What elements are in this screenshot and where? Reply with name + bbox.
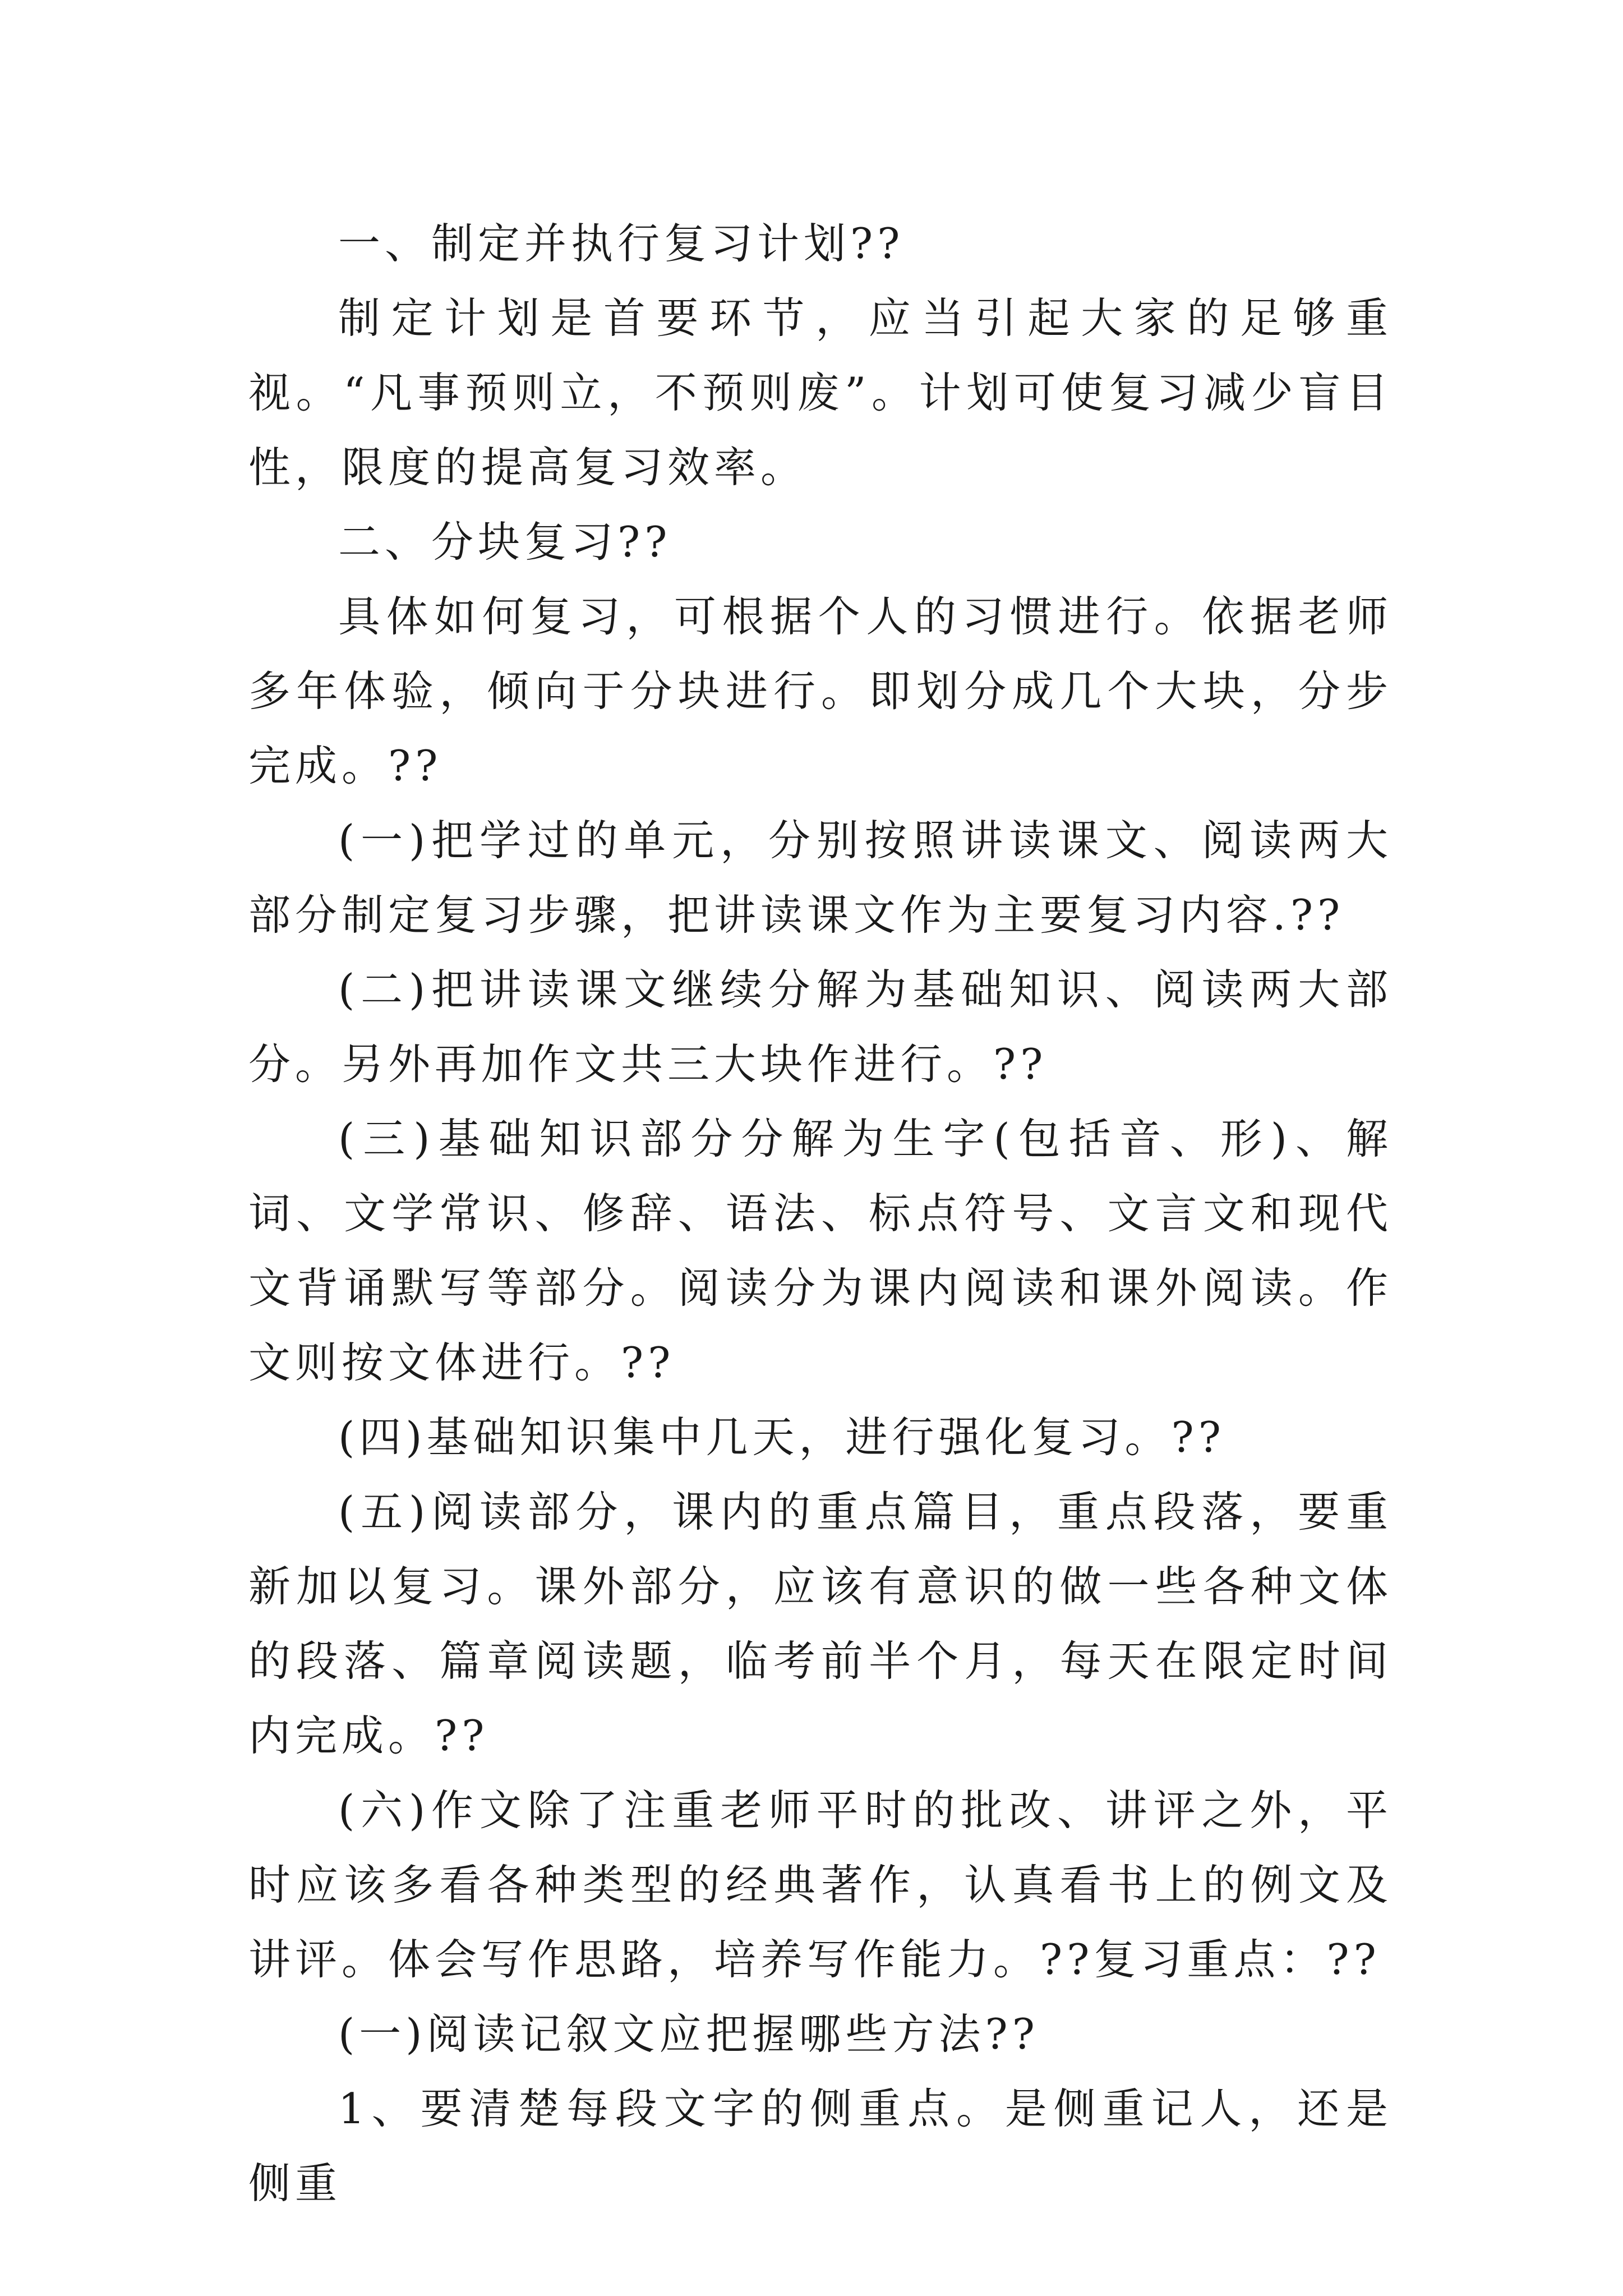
document-body [248, 206, 1393, 2221]
list-item: (一)把学过的单元，分别按照讲读课文、阅读两大部分制定复习步骤，把讲读课文作为主要复习内容.?? [248, 816, 1393, 940]
list-item: (五)阅读部分，课内的重点篇目，重点段落，要重新加以复习。课外部分，应该有意识的做一些各种文体的段落、篇章阅读题，临考前半个月，每天在限定时间内完成。?? [248, 1487, 1393, 1760]
paragraph: 制定计划是首要环节，应当引起大家的足够重视。“凡事预则立，不预则废”。计划可使复习减少盲目性，限度的提高复习效率。 [248, 293, 1393, 492]
list-item: (三)基础知识部分分解为生字(包括音、形)、解词、文学常识、修辞、语法、标点符号、文言文和现代文背诵默写等部分。阅读分为课内阅读和课外阅读。作文则按文体进行。?? [248, 1114, 1393, 1387]
paragraph: 具体如何复习，可根据个人的习惯进行。依据老师多年体验，倾向于分块进行。即划分成几个大块，分步完成。?? [248, 592, 1393, 790]
list-item: 1、要清楚每段文字的侧重点。是侧重记人，还是侧重 [248, 2084, 1393, 2208]
list-item: (六)作文除了注重老师平时的批改、讲评之外，平时应该多看各种类型的经典著作，认真看书上的例文及讲评。体会写作思路，培养写作能力。??复习重点：?? [248, 1786, 1393, 1984]
heading-section-2: 二、分块复习?? [338, 517, 672, 567]
list-item: (四)基础知识集中几天，进行强化复习。?? [338, 1412, 1225, 1462]
list-item: (二)把讲读课文继续分解为基础知识、阅读两大部分。另外再加作文共三大块作进行。?? [248, 965, 1393, 1089]
heading-section-1: 一、制定并执行复习计划?? [338, 219, 905, 268]
list-item: (一)阅读记叙文应把握哪些方法?? [338, 2009, 1039, 2059]
